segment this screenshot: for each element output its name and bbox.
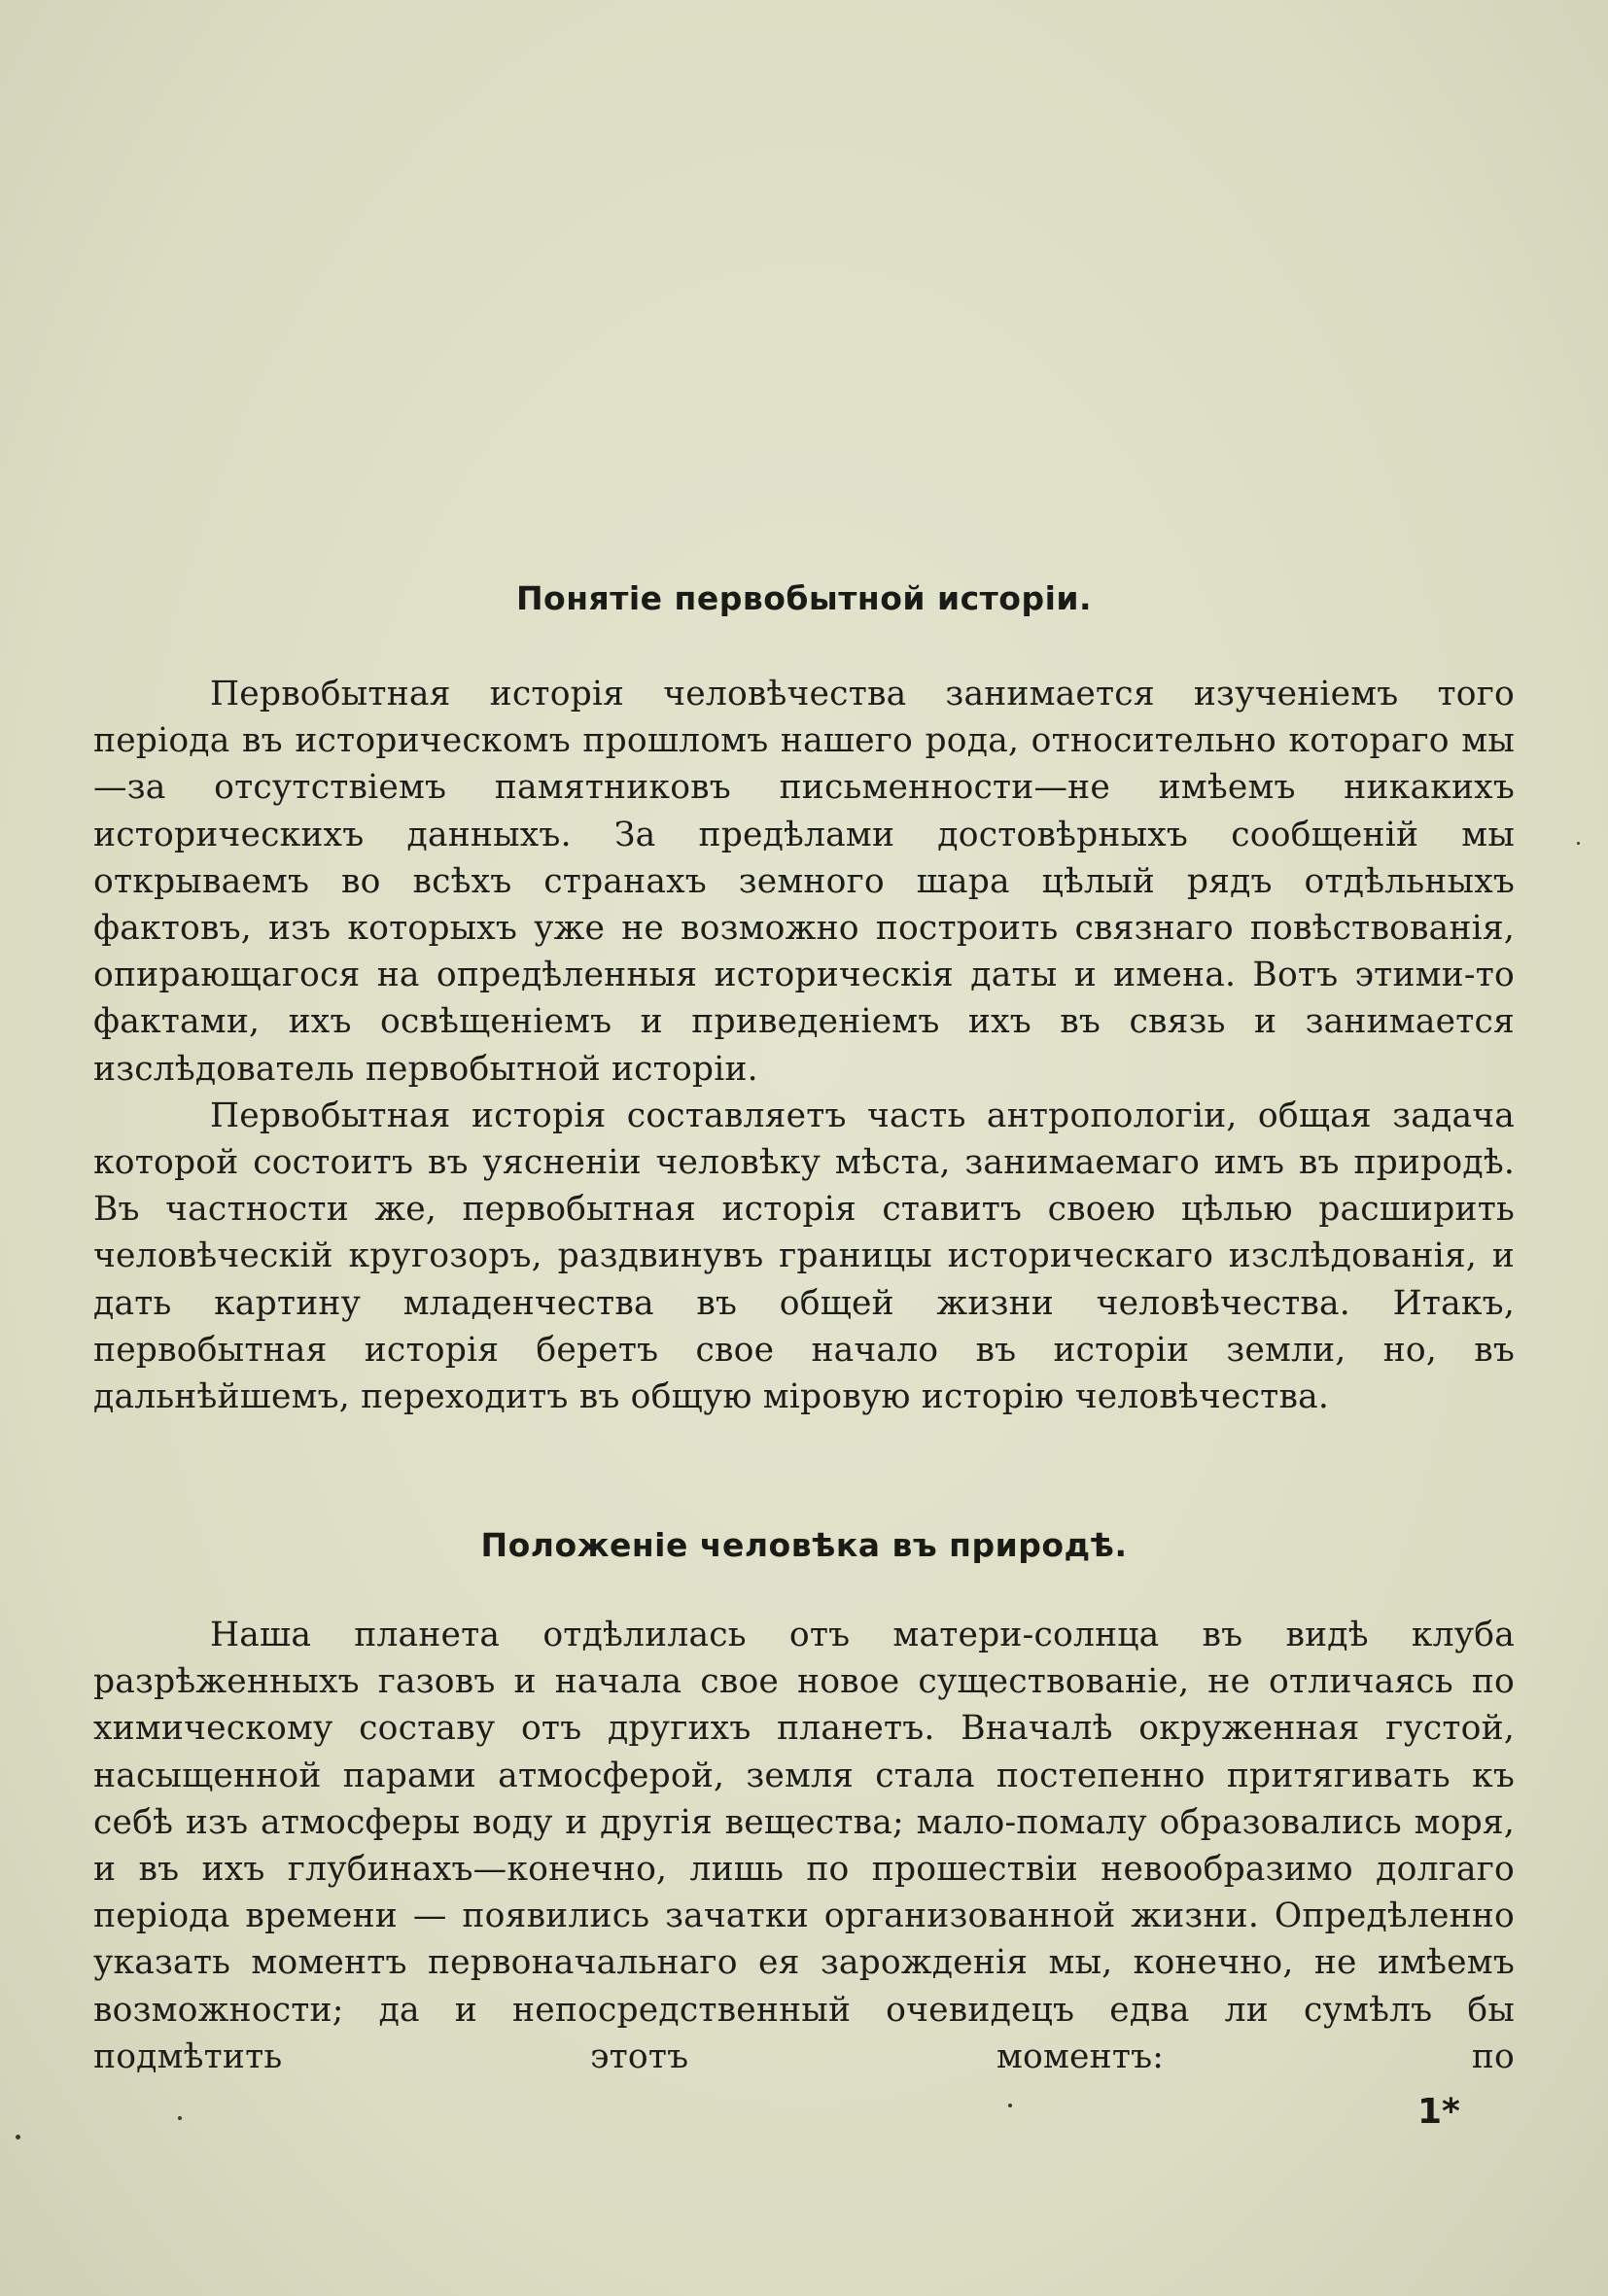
print-speck [178, 2116, 182, 2120]
section-body-man-in-nature [93, 1612, 1515, 2080]
paragraph-1: Первобытная исторія человѣчества занимается изученіемъ того періода въ историческомъ прошломъ нашего рода, относительно котораго мы—за отсутствіемъ памятниковъ письменности—не имѣемъ никакихъ историческихъ данныхъ. За предѣлами достовѣрныхъ сообщеній мы открываемъ во всѣхъ странахъ земного шара цѣлый рядъ отдѣльныхъ фактовъ, изъ которыхъ уже не возможно построить связнаго повѣствованія, опирающагося на опредѣленныя историческія даты и имена. Вотъ этими-то фактами, ихъ освѣщеніемъ и приведеніемъ ихъ въ связь и занимается изслѣдователь первобытной исторіи. [93, 675, 1515, 1089]
section-heading-man-in-nature: Положеніе человѣка въ природѣ. [480, 1526, 1128, 1564]
print-speck [1008, 2104, 1012, 2107]
print-speck [1577, 842, 1580, 845]
print-speck [16, 2135, 20, 2139]
paragraph-3: Наша планета отдѣлилась отъ матери-солнца въ видѣ клуба разрѣженныхъ газовъ и начала свое новое существованіе, не отличаясь по химическому составу отъ другихъ планетъ. Вначалѣ окруженная густой, насыщенной парами атмосферой, земля стала постепенно притягивать къ себѣ изъ атмосферы воду и другія вещества; мало-помалу образовались моря, и въ ихъ глубинахъ—конечно, лишь по прошествіи невообразимо долгаго періода времени — появились зачатки организованной жизни. Опредѣленно указать моментъ первоначальнаго ея зарожденія мы, конечно, не имѣемъ возможности; да и непосредственный очевидецъ едва ли сумѣлъ бы подмѣтить этотъ моментъ: по [93, 1616, 1515, 2076]
section-body-primitive-history [93, 671, 1515, 1420]
paragraph-2: Первобытная исторія составляетъ часть антропологіи, общая задача которой состоитъ въ уясненіи человѣку мѣста, занимаемаго имъ въ природѣ. Въ частности же, первобытная исторія ставитъ своею цѣлью расширить человѣческій кругозоръ, раздвинувъ границы историческаго изслѣдованія, и дать картину младенчества въ общей жизни человѣчества. Итакъ, первобытная исторія беретъ свое начало въ исторіи земли, но, въ дальнѣйшемъ, переходитъ въ общую міровую исторію человѣчества. [93, 1096, 1515, 1417]
section-heading-primitive-history: Понятіе первобытной исторіи. [515, 579, 1093, 617]
page-number: 1* [1417, 2092, 1460, 2132]
